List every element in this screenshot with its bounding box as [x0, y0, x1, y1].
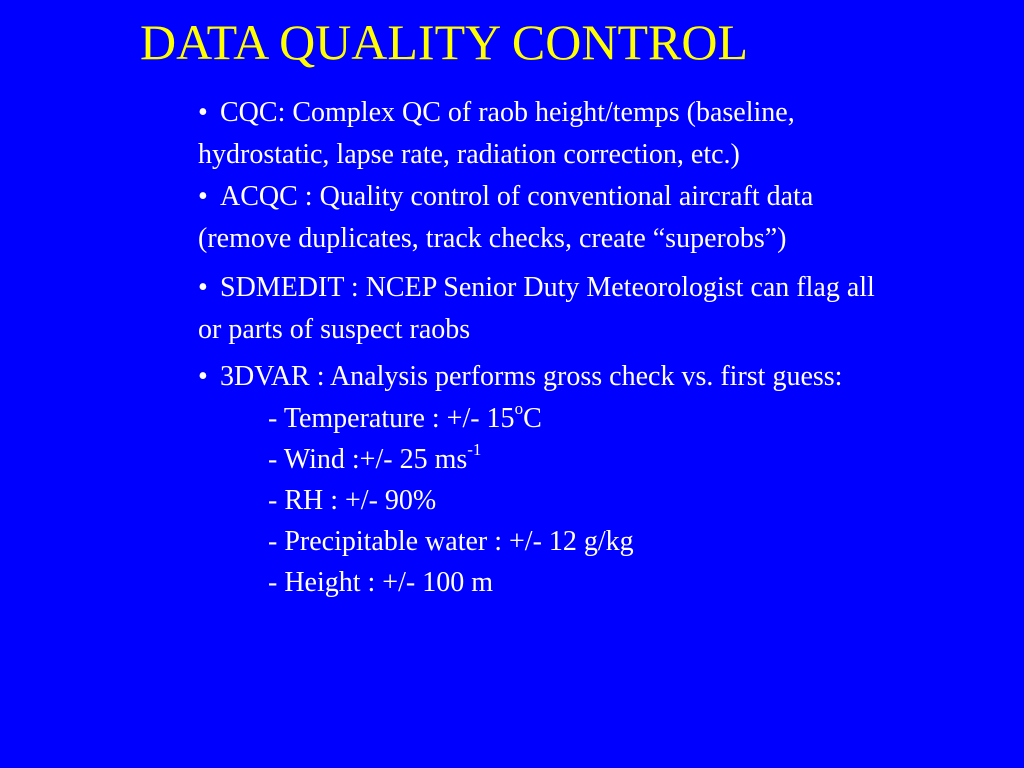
bullet-text: CQC: Complex QC of raob height/temps (baseline, hydrostatic, lapse rate, radiation correction, etc.)	[198, 97, 795, 170]
gross-check-text: - Wind :+/- 25 ms	[268, 444, 468, 475]
bullet-item-cqc	[198, 92, 898, 176]
bullet-text: ACQC : Quality control of conventional aircraft data (remove duplicates, track checks, create “superobs”)	[198, 181, 814, 254]
bullet-text: SDMEDIT : NCEP Senior Duty Meteorologist can flag all or parts of suspect raobs	[198, 272, 875, 345]
gross-check-height	[268, 562, 898, 603]
gross-check-text: - Height : +/- 100 m	[268, 567, 493, 598]
gross-check-rh	[268, 480, 898, 521]
bullet-icon: •	[198, 97, 208, 128]
bullet-icon: •	[198, 361, 208, 392]
gross-check-text: - RH : +/- 90%	[268, 485, 437, 516]
gross-check-wind	[268, 439, 898, 480]
bullet-item-sdmedit	[198, 267, 898, 351]
gross-check-precipitable-water	[268, 521, 898, 562]
gross-check-temperature	[268, 398, 898, 439]
gross-check-text: - Precipitable water : +/- 12 g/kg	[268, 526, 634, 557]
degree-superscript: o	[514, 398, 524, 418]
gross-check-list	[198, 398, 898, 603]
bullet-item-3dvar	[198, 356, 898, 398]
slide-title: DATA QUALITY CONTROL	[140, 14, 748, 70]
bullet-icon: •	[198, 181, 208, 212]
bullet-icon: •	[198, 272, 208, 303]
bullet-text: 3DVAR : Analysis performs gross check vs. first guess:	[220, 361, 843, 392]
unit-suffix: C	[523, 403, 542, 434]
gross-check-text: - Temperature : +/- 15	[268, 403, 515, 434]
bullet-list	[198, 92, 898, 603]
exponent-superscript: -1	[467, 439, 482, 459]
bullet-item-acqc	[198, 176, 898, 260]
